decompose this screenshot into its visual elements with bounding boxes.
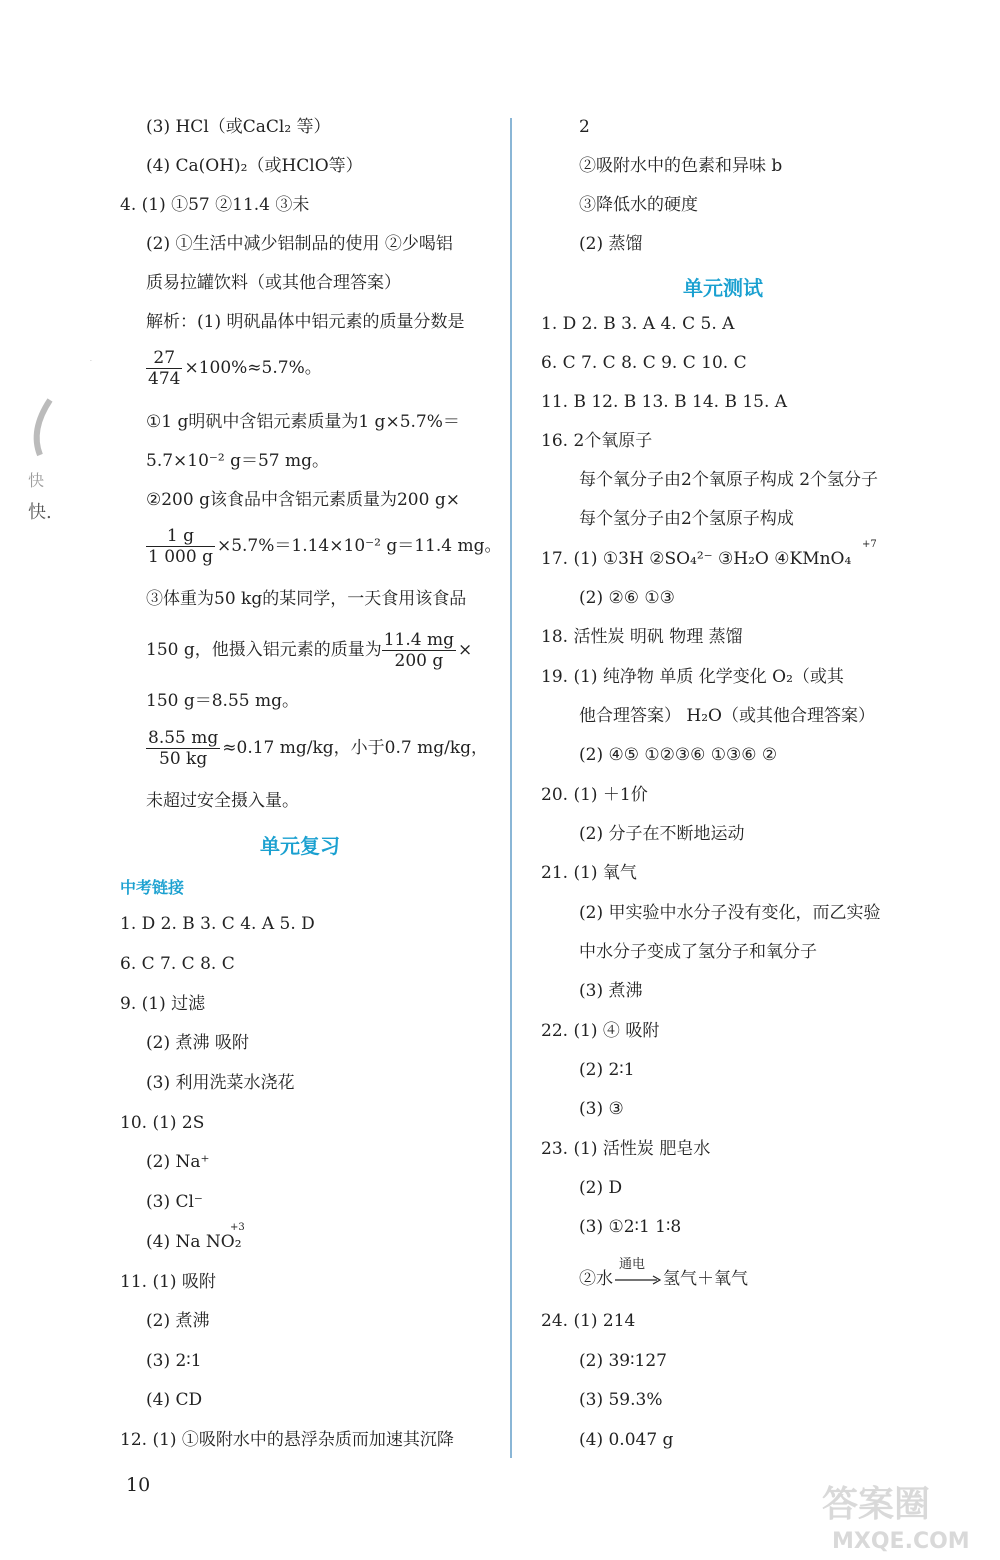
answer-line: 18. 活性炭 明矾 物理 蒸馏: [541, 627, 743, 647]
answer-line: ②吸附水中的色素和异味 b: [579, 156, 783, 176]
answer-line: 22. (1) ④ 吸附: [541, 1021, 660, 1041]
answer-line: (2) D: [579, 1178, 623, 1198]
answer-line: 2: [579, 117, 590, 137]
answer-line: (4) Ca(OH)₂（或HClO等）: [146, 156, 363, 176]
answer-line: (2) 分子在不断地运动: [579, 824, 745, 844]
answer-line: 质易拉罐饮料（或其他合理答案）: [146, 273, 401, 293]
answer-line: 4. (1) ①57 ②11.4 ③未: [120, 195, 310, 215]
fraction: [382, 630, 456, 671]
arrow-label: 通电: [619, 1257, 646, 1272]
section-title-review: 单元复习: [260, 834, 340, 858]
answer-line: ③降低水的硬度: [579, 195, 698, 215]
answer-line: (4) CD: [146, 1390, 203, 1410]
answer-line: 10. (1) 2S: [120, 1113, 205, 1133]
denominator: 200 g: [394, 651, 444, 671]
fraction: [146, 348, 182, 389]
section-title-test: 单元测试: [683, 276, 763, 300]
answer-line: 6. C 7. C 8. C 9. C 10. C: [541, 353, 747, 373]
answer-line: (2) 甲实验中水分子没有变化，而乙实验: [579, 903, 881, 923]
answer-line: (3) 59.3%: [579, 1390, 663, 1410]
answer-line: 1. D 2. B 3. C 4. A 5. D: [120, 914, 315, 934]
column-divider: [510, 118, 512, 1458]
fraction: [146, 526, 215, 567]
analysis-line: 解析：(1) 明矾晶体中铝元素的质量分数是: [146, 312, 465, 332]
answer-line: 中水分子变成了氢分子和氧分子: [579, 942, 817, 962]
answer-line: 每个氧分子由2个氧原子构成 2个氢分子: [579, 470, 879, 490]
watermark-logo: [802, 1476, 992, 1556]
answer-line: 20. (1) ＋1价: [541, 785, 648, 805]
page-number: 10: [126, 1474, 151, 1496]
answer-line: 每个氢分子由2个氢原子构成: [579, 509, 794, 529]
numerator: 8.55 mg: [148, 728, 219, 748]
numerator: 11.4 mg: [383, 630, 454, 650]
answer-line: 1. D 2. B 3. A 4. C 5. A: [541, 314, 735, 334]
fraction-line: [146, 348, 322, 389]
answer-line: 24. (1) 214: [541, 1311, 636, 1331]
reaction-arrow: [613, 1257, 663, 1290]
answer-line: (2) Na⁺: [146, 1152, 210, 1172]
answer-line: 16. 2个氧原子: [541, 431, 653, 451]
fraction-line: [146, 728, 488, 769]
denominator: 50 kg: [159, 749, 208, 769]
answer-line: (3) 煮沸: [579, 981, 643, 1001]
answer-line: (3) ③: [579, 1099, 624, 1119]
fraction-line: [146, 526, 501, 567]
subsection-title: 中考链接: [120, 878, 185, 897]
analysis-line: 5.7×10⁻² g＝57 mg。: [146, 451, 330, 471]
answer-line: (2) ①生活中减少铝制品的使用 ②少喝铝: [146, 234, 453, 254]
equation-left: ②水: [579, 1269, 613, 1289]
answer-line: (3) ①2∶1 1∶8: [579, 1217, 682, 1237]
fraction-rest: ×5.7%＝1.14×10⁻² g＝11.4 mg。: [216, 536, 502, 556]
answer-line: (3) Cl⁻: [146, 1192, 203, 1212]
answer-line: 9. (1) 过滤: [120, 994, 206, 1014]
edge-fragment: [20, 360, 100, 530]
answer-line: (2) ④⑤ ①②③⑥ ①③⑥ ②: [579, 745, 778, 765]
answer-line: (2) 煮沸 吸附: [146, 1033, 249, 1053]
answer-line: 23. (1) 活性炭 肥皂水: [541, 1139, 711, 1159]
edge-text: 快.: [28, 502, 52, 523]
equation-right: 氢气＋氧气: [663, 1269, 748, 1289]
arrow-right-icon: [613, 1268, 663, 1290]
edge-text: 快: [28, 471, 45, 490]
answer-line: (2) 2∶1: [579, 1060, 635, 1080]
answer-line: (3) 2∶1: [146, 1351, 202, 1371]
answer-line: (2) 煮沸: [146, 1311, 210, 1331]
valence-mark: +7: [862, 539, 877, 550]
analysis-line: ①1 g明矾中含铝元素质量为1 g×5.7%＝: [146, 412, 460, 432]
denominator: 474: [148, 369, 181, 389]
watermark-text: 答案圈: [822, 1484, 931, 1525]
denominator: 1 000 g: [148, 547, 213, 567]
answer-line: (3) HCl（或CaCl₂ 等）: [146, 117, 331, 137]
analysis-line: ③体重为50 kg的某同学，一天食用该食品: [146, 589, 467, 609]
answer-line: 21. (1) 氧气: [541, 863, 637, 883]
numerator: 1 g: [146, 526, 215, 547]
answer-line: 11. B 12. B 13. B 14. B 15. A: [541, 392, 788, 412]
valence-mark: +3: [230, 1222, 245, 1233]
answer-line: 19. (1) 纯净物 单质 化学变化 O₂（或其: [541, 667, 844, 687]
fraction-line: [146, 630, 472, 671]
fraction-rest: ×100%≈5.7%。: [184, 358, 322, 378]
analysis-line: 未超过安全摄入量。: [146, 791, 299, 811]
answer-line: (4) 0.047 g: [579, 1430, 674, 1450]
fraction-rest: ≈0.17 mg/kg，小于0.7 mg/kg，: [222, 738, 489, 758]
numerator: 27: [146, 348, 182, 369]
fraction-prefix: 150 g，他摄入铝元素的质量为: [146, 640, 382, 660]
analysis-line: ②200 g该食品中含铝元素质量为200 g×: [146, 490, 460, 510]
answer-line: 11. (1) 吸附: [120, 1272, 216, 1292]
fraction: [146, 728, 220, 769]
answer-line: (2) ②⑥ ①③: [579, 588, 675, 608]
answer-line: (2) 39∶127: [579, 1351, 667, 1371]
fraction-rest: ×: [458, 640, 473, 660]
answer-line: 12. (1) ①吸附水中的悬浮杂质而加速其沉降: [120, 1430, 454, 1450]
answer-line: (4) Na NO₂: [146, 1232, 242, 1252]
watermark-icon: [802, 1476, 992, 1556]
answer-line: 他合理答案） H₂O（或其他合理答案）: [579, 706, 875, 726]
answer-line: (3) 利用洗菜水浇花: [146, 1073, 295, 1093]
answer-line: 17. (1) ①3H ②SO₄²⁻ ③H₂O ④KMnO₄: [541, 549, 852, 569]
answer-line: (2) 蒸馏: [579, 234, 643, 254]
analysis-line: 150 g＝8.55 mg。: [146, 691, 299, 711]
equation-line: [579, 1257, 748, 1290]
answer-line: 6. C 7. C 8. C: [120, 954, 235, 974]
watermark-subtext: MXQE.COM: [832, 1529, 970, 1554]
